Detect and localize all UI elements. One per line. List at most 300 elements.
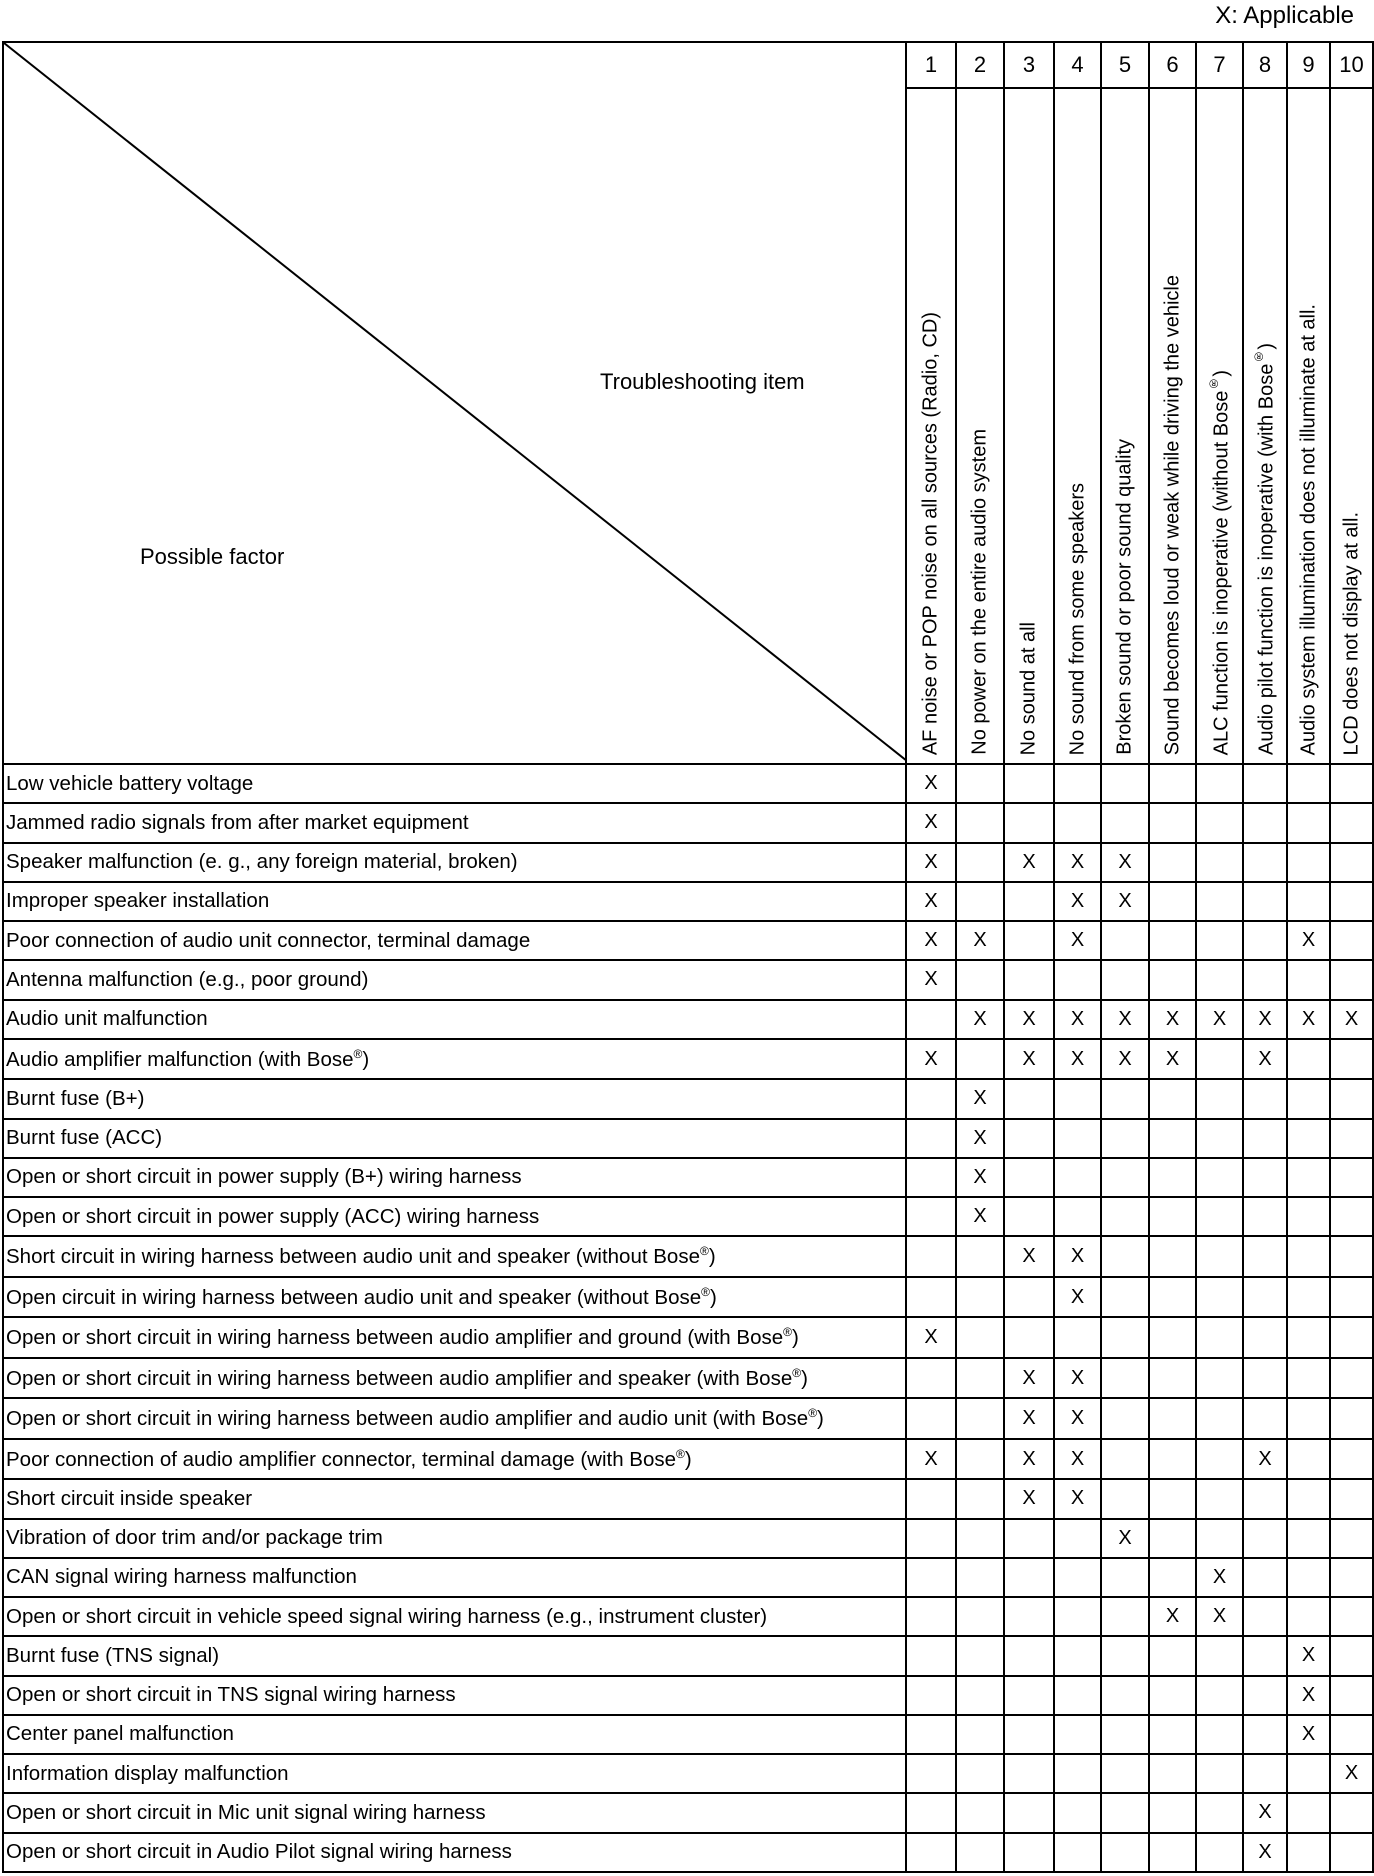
column-header-5 xyxy=(1101,88,1149,764)
empty-cell xyxy=(1243,960,1287,999)
empty-cell xyxy=(1196,1317,1243,1358)
empty-cell xyxy=(1243,1636,1287,1675)
troubleshooting-item-label-6: Sound becomes loud or weak while driving the vehicle xyxy=(1161,274,1183,755)
empty-cell xyxy=(1330,1197,1373,1236)
empty-cell xyxy=(1149,1119,1196,1158)
empty-cell xyxy=(1287,803,1330,842)
empty-cell xyxy=(1330,1039,1373,1080)
applicable-mark: X xyxy=(1101,1519,1149,1558)
troubleshooting-item-label: Troubleshooting item xyxy=(600,369,805,394)
table-row xyxy=(3,1479,1373,1518)
troubleshooting-item-label-10: LCD does not display at all. xyxy=(1340,511,1362,755)
applicable-mark: X xyxy=(1054,843,1101,882)
empty-cell xyxy=(1101,1277,1149,1318)
empty-cell xyxy=(1243,1597,1287,1636)
empty-cell xyxy=(1196,1197,1243,1236)
applicable-mark: X xyxy=(906,960,956,999)
empty-cell xyxy=(1287,1197,1330,1236)
empty-cell xyxy=(956,960,1004,999)
empty-cell xyxy=(1101,1317,1149,1358)
empty-cell xyxy=(1287,1479,1330,1518)
column-header-7 xyxy=(1196,88,1243,764)
applicable-mark: X xyxy=(906,1039,956,1080)
applicable-mark: X xyxy=(1287,1715,1330,1754)
legend: X: Applicable xyxy=(1215,2,1354,29)
empty-cell xyxy=(906,1715,956,1754)
applicable-mark: X xyxy=(1054,1000,1101,1039)
possible-factor: Speaker malfunction (e. g., any foreign material, broken) xyxy=(3,843,906,882)
applicable-mark: X xyxy=(1004,1439,1054,1480)
applicable-mark: X xyxy=(1054,1398,1101,1439)
empty-cell xyxy=(906,1079,956,1118)
empty-cell xyxy=(1004,1597,1054,1636)
empty-cell xyxy=(1101,921,1149,960)
possible-factor: Audio unit malfunction xyxy=(3,1000,906,1039)
empty-cell xyxy=(956,1558,1004,1597)
empty-cell xyxy=(1149,764,1196,803)
empty-cell xyxy=(1287,1793,1330,1832)
column-header-2 xyxy=(956,88,1004,764)
applicable-mark: X xyxy=(956,1158,1004,1197)
applicable-mark: X xyxy=(1101,1000,1149,1039)
table-row xyxy=(3,1558,1373,1597)
empty-cell xyxy=(1330,921,1373,960)
empty-cell xyxy=(1149,882,1196,921)
empty-cell xyxy=(956,1715,1004,1754)
applicable-mark: X xyxy=(1196,1558,1243,1597)
empty-cell xyxy=(1101,803,1149,842)
applicable-mark: X xyxy=(956,1000,1004,1039)
empty-cell xyxy=(1243,1236,1287,1277)
empty-cell xyxy=(1287,843,1330,882)
empty-cell xyxy=(1004,1676,1054,1715)
table-row xyxy=(3,1358,1373,1399)
table-row xyxy=(3,1636,1373,1675)
possible-factor: Poor connection of audio unit connector, terminal damage xyxy=(3,921,906,960)
applicable-mark: X xyxy=(1054,1439,1101,1480)
empty-cell xyxy=(956,1277,1004,1318)
applicable-mark: X xyxy=(1243,1039,1287,1080)
empty-cell xyxy=(1101,1597,1149,1636)
empty-cell xyxy=(1287,1236,1330,1277)
table-row xyxy=(3,1079,1373,1118)
applicable-mark: X xyxy=(1243,1793,1287,1832)
table-row xyxy=(3,1317,1373,1358)
empty-cell xyxy=(1196,1676,1243,1715)
empty-cell xyxy=(1243,1197,1287,1236)
empty-cell xyxy=(1196,1277,1243,1318)
applicable-mark: X xyxy=(1004,1236,1054,1277)
empty-cell xyxy=(1330,803,1373,842)
empty-cell xyxy=(1149,1197,1196,1236)
empty-cell xyxy=(906,1676,956,1715)
empty-cell xyxy=(1287,1358,1330,1399)
empty-cell xyxy=(1149,1833,1196,1873)
empty-cell xyxy=(906,1197,956,1236)
possible-factor: Short circuit in wiring harness between audio unit and speaker (without Bose®) xyxy=(3,1236,906,1277)
empty-cell xyxy=(1330,1236,1373,1277)
possible-factor: Open or short circuit in vehicle speed signal wiring harness (e.g., instrument cluster) xyxy=(3,1597,906,1636)
empty-cell xyxy=(1101,1358,1149,1399)
column-header-1 xyxy=(906,88,956,764)
applicable-mark: X xyxy=(1243,1439,1287,1480)
empty-cell xyxy=(1243,843,1287,882)
empty-cell xyxy=(1054,1715,1101,1754)
table-row xyxy=(3,1597,1373,1636)
applicable-mark: X xyxy=(1004,1398,1054,1439)
empty-cell xyxy=(1004,803,1054,842)
empty-cell xyxy=(1243,882,1287,921)
empty-cell xyxy=(1196,1519,1243,1558)
empty-cell xyxy=(906,1636,956,1675)
possible-factor: Open or short circuit in power supply (B+) wiring harness xyxy=(3,1158,906,1197)
applicable-mark: X xyxy=(956,1079,1004,1118)
empty-cell xyxy=(1004,764,1054,803)
column-number-2: 2 xyxy=(956,42,1004,88)
empty-cell xyxy=(1287,1833,1330,1873)
empty-cell xyxy=(1054,1079,1101,1118)
empty-cell xyxy=(1101,1833,1149,1873)
empty-cell xyxy=(1149,1754,1196,1793)
empty-cell xyxy=(1287,1079,1330,1118)
empty-cell xyxy=(956,1039,1004,1080)
empty-cell xyxy=(1287,960,1330,999)
possible-factor: Antenna malfunction (e.g., poor ground) xyxy=(3,960,906,999)
empty-cell xyxy=(1243,1358,1287,1399)
empty-cell xyxy=(956,1236,1004,1277)
table-row xyxy=(3,1439,1373,1480)
empty-cell xyxy=(1054,1793,1101,1832)
empty-cell xyxy=(1149,1793,1196,1832)
empty-cell xyxy=(1149,1079,1196,1118)
applicable-mark: X xyxy=(1054,1236,1101,1277)
applicable-mark: X xyxy=(1149,1597,1196,1636)
table-row xyxy=(3,1833,1373,1873)
troubleshooting-item-label-8: Audio pilot function is inoperative (with Bose®) xyxy=(1251,343,1278,755)
table-row xyxy=(3,960,1373,999)
possible-factor: Center panel malfunction xyxy=(3,1715,906,1754)
possible-factor: Low vehicle battery voltage xyxy=(3,764,906,803)
empty-cell xyxy=(1330,764,1373,803)
empty-cell xyxy=(1196,1119,1243,1158)
empty-cell xyxy=(1004,1277,1054,1318)
empty-cell xyxy=(1149,1358,1196,1399)
empty-cell xyxy=(1330,1519,1373,1558)
applicable-mark: X xyxy=(1054,921,1101,960)
applicable-mark: X xyxy=(1243,1833,1287,1873)
empty-cell xyxy=(1149,843,1196,882)
empty-cell xyxy=(1101,1197,1149,1236)
possible-factor: Open or short circuit in power supply (ACC) wiring harness xyxy=(3,1197,906,1236)
empty-cell xyxy=(956,1398,1004,1439)
possible-factor: Open circuit in wiring harness between audio unit and speaker (without Bose®) xyxy=(3,1277,906,1318)
empty-cell xyxy=(1054,1636,1101,1675)
empty-cell xyxy=(956,1754,1004,1793)
empty-cell xyxy=(1004,1197,1054,1236)
empty-cell xyxy=(1330,1636,1373,1675)
empty-cell xyxy=(1054,1197,1101,1236)
table-row xyxy=(3,1158,1373,1197)
empty-cell xyxy=(1243,1676,1287,1715)
empty-cell xyxy=(1196,1715,1243,1754)
possible-factor: Open or short circuit in wiring harness between audio amplifier and audio unit (with Bose®) xyxy=(3,1398,906,1439)
empty-cell xyxy=(956,1479,1004,1518)
empty-cell xyxy=(1287,1039,1330,1080)
applicable-mark: X xyxy=(1101,1039,1149,1080)
empty-cell xyxy=(1149,921,1196,960)
empty-cell xyxy=(906,1398,956,1439)
empty-cell xyxy=(1330,1793,1373,1832)
column-number-5: 5 xyxy=(1101,42,1149,88)
empty-cell xyxy=(1196,1358,1243,1399)
empty-cell xyxy=(1054,1754,1101,1793)
empty-cell xyxy=(1330,1317,1373,1358)
empty-cell xyxy=(1196,1079,1243,1118)
column-number-1: 1 xyxy=(906,42,956,88)
empty-cell xyxy=(1287,882,1330,921)
empty-cell xyxy=(1243,1079,1287,1118)
empty-cell xyxy=(1149,1439,1196,1480)
table-row xyxy=(3,1236,1373,1277)
possible-factor: Burnt fuse (B+) xyxy=(3,1079,906,1118)
empty-cell xyxy=(1149,1676,1196,1715)
empty-cell xyxy=(1196,1833,1243,1873)
empty-cell xyxy=(1243,1715,1287,1754)
table-row xyxy=(3,1398,1373,1439)
empty-cell xyxy=(1101,1715,1149,1754)
table-row xyxy=(3,1676,1373,1715)
table-row xyxy=(3,803,1373,842)
applicable-mark: X xyxy=(1101,843,1149,882)
possible-factor: Open or short circuit in TNS signal wiring harness xyxy=(3,1676,906,1715)
empty-cell xyxy=(956,843,1004,882)
empty-cell xyxy=(1330,843,1373,882)
empty-cell xyxy=(956,1793,1004,1832)
applicable-mark: X xyxy=(906,803,956,842)
applicable-mark: X xyxy=(1330,1000,1373,1039)
empty-cell xyxy=(956,1358,1004,1399)
empty-cell xyxy=(1101,1479,1149,1518)
column-number-8: 8 xyxy=(1243,42,1287,88)
empty-cell xyxy=(1149,1558,1196,1597)
possible-factor: Vibration of door trim and/or package trim xyxy=(3,1519,906,1558)
empty-cell xyxy=(1054,960,1101,999)
empty-cell xyxy=(1287,1119,1330,1158)
empty-cell xyxy=(906,1833,956,1873)
empty-cell xyxy=(1196,1398,1243,1439)
empty-cell xyxy=(956,803,1004,842)
empty-cell xyxy=(906,1597,956,1636)
table-row xyxy=(3,1197,1373,1236)
table-row xyxy=(3,1519,1373,1558)
applicable-mark: X xyxy=(1054,1479,1101,1518)
empty-cell xyxy=(1287,1597,1330,1636)
column-header-6 xyxy=(1149,88,1196,764)
empty-cell xyxy=(956,882,1004,921)
possible-factor: CAN signal wiring harness malfunction xyxy=(3,1558,906,1597)
empty-cell xyxy=(1149,1479,1196,1518)
empty-cell xyxy=(1330,1158,1373,1197)
column-number-6: 6 xyxy=(1149,42,1196,88)
table-row xyxy=(3,882,1373,921)
column-number-4: 4 xyxy=(1054,42,1101,88)
empty-cell xyxy=(1149,1317,1196,1358)
empty-cell xyxy=(1243,1479,1287,1518)
applicable-mark: X xyxy=(1149,1000,1196,1039)
empty-cell xyxy=(1287,764,1330,803)
column-number-10: 10 xyxy=(1330,42,1373,88)
empty-cell xyxy=(1149,1236,1196,1277)
column-header-3 xyxy=(1004,88,1054,764)
table-row xyxy=(3,1277,1373,1318)
column-header-9 xyxy=(1287,88,1330,764)
empty-cell xyxy=(906,1519,956,1558)
empty-cell xyxy=(1054,1558,1101,1597)
possible-factor: Audio amplifier malfunction (with Bose®) xyxy=(3,1039,906,1080)
diagonal-line xyxy=(4,43,907,761)
troubleshooting-item-label-9: Audio system illumination does not illuminate at all. xyxy=(1297,303,1319,755)
possible-factor-label: Possible factor xyxy=(140,544,285,569)
table-row xyxy=(3,1754,1373,1793)
troubleshooting-matrix xyxy=(2,41,1374,1873)
empty-cell xyxy=(1149,1277,1196,1318)
possible-factor: Short circuit inside speaker xyxy=(3,1479,906,1518)
empty-cell xyxy=(956,1597,1004,1636)
empty-cell xyxy=(1149,1158,1196,1197)
empty-cell xyxy=(1243,1317,1287,1358)
column-header-8 xyxy=(1243,88,1287,764)
possible-factor: Burnt fuse (TNS signal) xyxy=(3,1636,906,1675)
empty-cell xyxy=(1196,1236,1243,1277)
corner-cell xyxy=(3,42,906,764)
empty-cell xyxy=(1330,1439,1373,1480)
empty-cell xyxy=(906,1479,956,1518)
applicable-mark: X xyxy=(1004,1358,1054,1399)
applicable-mark: X xyxy=(1287,921,1330,960)
empty-cell xyxy=(1054,1519,1101,1558)
table-row xyxy=(3,1119,1373,1158)
troubleshooting-item-label-3: No sound at all xyxy=(1017,621,1040,755)
applicable-mark: X xyxy=(906,882,956,921)
column-header-4 xyxy=(1054,88,1101,764)
possible-factor: Open or short circuit in wiring harness between audio amplifier and speaker (with Bose®) xyxy=(3,1358,906,1399)
empty-cell xyxy=(1054,803,1101,842)
empty-cell xyxy=(1287,1558,1330,1597)
empty-cell xyxy=(956,764,1004,803)
empty-cell xyxy=(1004,1833,1054,1873)
empty-cell xyxy=(1196,1793,1243,1832)
troubleshooting-item-label-5: Broken sound or poor sound quality xyxy=(1113,439,1136,755)
empty-cell xyxy=(1101,1398,1149,1439)
empty-cell xyxy=(1330,882,1373,921)
applicable-mark: X xyxy=(906,843,956,882)
empty-cell xyxy=(906,1558,956,1597)
empty-cell xyxy=(1287,1519,1330,1558)
empty-cell xyxy=(956,1676,1004,1715)
empty-cell xyxy=(1004,1158,1054,1197)
empty-cell xyxy=(1196,1039,1243,1080)
table-row xyxy=(3,764,1373,803)
applicable-mark: X xyxy=(956,1197,1004,1236)
empty-cell xyxy=(1004,1317,1054,1358)
applicable-mark: X xyxy=(906,1439,956,1480)
possible-factor: Improper speaker installation xyxy=(3,882,906,921)
troubleshooting-item-label-1: AF noise or POP noise on all sources (Radio, CD) xyxy=(919,311,942,755)
empty-cell xyxy=(1243,1754,1287,1793)
empty-cell xyxy=(906,1236,956,1277)
column-number-3: 3 xyxy=(1004,42,1054,88)
empty-cell xyxy=(1054,1317,1101,1358)
empty-cell xyxy=(1196,921,1243,960)
applicable-mark: X xyxy=(1196,1000,1243,1039)
empty-cell xyxy=(1287,1317,1330,1358)
empty-cell xyxy=(1004,1519,1054,1558)
troubleshooting-item-label-4: No sound from some speakers xyxy=(1066,482,1088,755)
empty-cell xyxy=(1004,921,1054,960)
possible-factor: Open or short circuit in Audio Pilot signal wiring harness xyxy=(3,1833,906,1873)
empty-cell xyxy=(1196,1158,1243,1197)
empty-cell xyxy=(1330,1833,1373,1873)
empty-cell xyxy=(1196,1479,1243,1518)
empty-cell xyxy=(1330,1715,1373,1754)
empty-cell xyxy=(906,1000,956,1039)
empty-cell xyxy=(1196,960,1243,999)
empty-cell xyxy=(1243,1158,1287,1197)
applicable-mark: X xyxy=(1196,1597,1243,1636)
applicable-mark: X xyxy=(1287,1676,1330,1715)
empty-cell xyxy=(1243,1519,1287,1558)
empty-cell xyxy=(1330,1597,1373,1636)
possible-factor: Information display malfunction xyxy=(3,1754,906,1793)
empty-cell xyxy=(1004,1558,1054,1597)
column-header-10 xyxy=(1330,88,1373,764)
empty-cell xyxy=(1330,1079,1373,1118)
applicable-mark: X xyxy=(1149,1039,1196,1080)
empty-cell xyxy=(1149,960,1196,999)
empty-cell xyxy=(1330,1398,1373,1439)
empty-cell xyxy=(1004,1715,1054,1754)
empty-cell xyxy=(1054,1119,1101,1158)
applicable-mark: X xyxy=(1054,1039,1101,1080)
empty-cell xyxy=(1101,1158,1149,1197)
empty-cell xyxy=(1054,1833,1101,1873)
applicable-mark: X xyxy=(906,764,956,803)
empty-cell xyxy=(1004,1793,1054,1832)
empty-cell xyxy=(1196,803,1243,842)
empty-cell xyxy=(956,1519,1004,1558)
applicable-mark: X xyxy=(906,921,956,960)
empty-cell xyxy=(1101,1636,1149,1675)
empty-cell xyxy=(1330,1676,1373,1715)
empty-cell xyxy=(1149,1398,1196,1439)
empty-cell xyxy=(1287,1439,1330,1480)
empty-cell xyxy=(1330,1358,1373,1399)
empty-cell xyxy=(1054,1158,1101,1197)
empty-cell xyxy=(1101,1119,1149,1158)
empty-cell xyxy=(1004,960,1054,999)
empty-cell xyxy=(1004,882,1054,921)
empty-cell xyxy=(1101,1793,1149,1832)
empty-cell xyxy=(1330,1119,1373,1158)
empty-cell xyxy=(1054,1676,1101,1715)
empty-cell xyxy=(906,1358,956,1399)
empty-cell xyxy=(1196,1754,1243,1793)
empty-cell xyxy=(1330,960,1373,999)
table-row xyxy=(3,1039,1373,1080)
empty-cell xyxy=(1243,1277,1287,1318)
empty-cell xyxy=(1243,921,1287,960)
empty-cell xyxy=(1330,1558,1373,1597)
